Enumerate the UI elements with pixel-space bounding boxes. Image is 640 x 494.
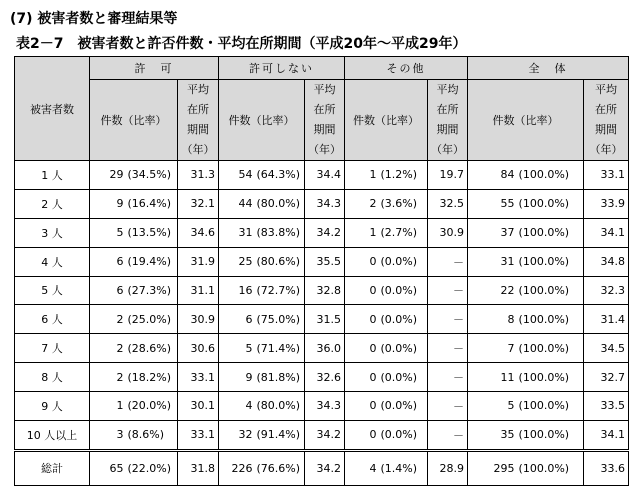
ratio-cell: (100.0%) xyxy=(519,161,584,190)
avg-period-cell: 34.3 xyxy=(305,189,345,218)
count-cell: 31 xyxy=(219,218,257,247)
table-row xyxy=(15,363,629,392)
avg-period-cell: － xyxy=(428,420,468,450)
table-row xyxy=(15,218,629,247)
table-row xyxy=(15,392,629,421)
count-cell: 1 xyxy=(345,218,381,247)
count-ratio-header: 件数（比率） xyxy=(345,80,428,161)
avg-period-cell: 32.5 xyxy=(428,189,468,218)
count-cell: 0 xyxy=(345,276,381,305)
count-cell: 6 xyxy=(90,276,128,305)
avg-period-cell: 33.6 xyxy=(584,450,629,485)
count-cell: 29 xyxy=(90,161,128,190)
ratio-cell: (8.6%) xyxy=(128,420,178,450)
ratio-cell: (71.4%) xyxy=(257,334,305,363)
avg-period-cell: 34.3 xyxy=(305,392,345,421)
ratio-cell: (100.0%) xyxy=(519,450,584,485)
data-table xyxy=(14,56,629,486)
avg-period-cell: 33.1 xyxy=(178,363,219,392)
avg-period-header-line: 在所 xyxy=(313,103,336,116)
avg-period-cell: 34.2 xyxy=(305,450,345,485)
count-cell: 0 xyxy=(345,247,381,276)
row-label: 1 人 xyxy=(15,161,90,190)
avg-period-header xyxy=(305,80,345,161)
ratio-cell: (80.0%) xyxy=(257,392,305,421)
avg-period-cell: 32.3 xyxy=(584,276,629,305)
count-cell: 9 xyxy=(90,189,128,218)
avg-period-cell: 33.5 xyxy=(584,392,629,421)
count-cell: 6 xyxy=(90,247,128,276)
avg-period-cell: 33.9 xyxy=(584,189,629,218)
count-cell: 35 xyxy=(468,420,519,450)
avg-period-cell: 32.7 xyxy=(584,363,629,392)
avg-period-header-line: （年） xyxy=(308,143,342,156)
count-cell: 32 xyxy=(219,420,257,450)
avg-period-cell: 30.1 xyxy=(178,392,219,421)
avg-period-cell: 34.6 xyxy=(178,218,219,247)
total-row xyxy=(15,450,629,485)
count-cell: 5 xyxy=(90,218,128,247)
avg-period-cell: 35.5 xyxy=(305,247,345,276)
avg-period-cell: 30.9 xyxy=(428,218,468,247)
ratio-cell: (100.0%) xyxy=(519,218,584,247)
count-cell: 44 xyxy=(219,189,257,218)
avg-period-header-line: 平均 xyxy=(436,83,459,96)
ratio-cell: (72.7%) xyxy=(257,276,305,305)
avg-period-cell: 19.7 xyxy=(428,161,468,190)
count-cell: 6 xyxy=(219,305,257,334)
count-cell: 226 xyxy=(219,450,257,485)
group-header-other: その他 xyxy=(345,57,468,80)
avg-period-cell: 36.0 xyxy=(305,334,345,363)
avg-period-header-line: （年） xyxy=(431,143,465,156)
avg-period-cell: 31.8 xyxy=(178,450,219,485)
avg-period-cell: 32.8 xyxy=(305,276,345,305)
count-cell: 2 xyxy=(90,305,128,334)
ratio-cell: (0.0%) xyxy=(381,420,428,450)
avg-period-header-line: （年） xyxy=(589,143,623,156)
row-label: 6 人 xyxy=(15,305,90,334)
avg-period-cell: 31.4 xyxy=(584,305,629,334)
group-header-permit: 許 可 xyxy=(90,57,219,80)
avg-period-cell: － xyxy=(428,276,468,305)
count-cell: 9 xyxy=(219,363,257,392)
count-cell: 0 xyxy=(345,420,381,450)
ratio-cell: (91.4%) xyxy=(257,420,305,450)
count-ratio-header: 件数（比率） xyxy=(468,80,584,161)
count-cell: 0 xyxy=(345,363,381,392)
ratio-cell: (25.0%) xyxy=(128,305,178,334)
ratio-cell: (1.4%) xyxy=(381,450,428,485)
count-cell: 2 xyxy=(345,189,381,218)
avg-period-cell: － xyxy=(428,363,468,392)
avg-period-header-line: 期間 xyxy=(313,123,336,136)
ratio-cell: (100.0%) xyxy=(519,392,584,421)
table-row xyxy=(15,247,629,276)
table-row xyxy=(15,305,629,334)
group-header-total: 全 体 xyxy=(468,57,629,80)
avg-period-header xyxy=(428,80,468,161)
table-row xyxy=(15,334,629,363)
table-row xyxy=(15,189,629,218)
row-label: 3 人 xyxy=(15,218,90,247)
ratio-cell: (64.3%) xyxy=(257,161,305,190)
ratio-cell: (22.0%) xyxy=(128,450,178,485)
avg-period-cell: 31.9 xyxy=(178,247,219,276)
count-cell: 4 xyxy=(219,392,257,421)
ratio-cell: (80.6%) xyxy=(257,247,305,276)
count-cell: 31 xyxy=(468,247,519,276)
ratio-cell: (75.0%) xyxy=(257,305,305,334)
avg-period-cell: 34.2 xyxy=(305,420,345,450)
count-cell: 55 xyxy=(468,189,519,218)
ratio-cell: (100.0%) xyxy=(519,420,584,450)
ratio-cell: (18.2%) xyxy=(128,363,178,392)
count-cell: 4 xyxy=(345,450,381,485)
count-cell: 16 xyxy=(219,276,257,305)
count-cell: 1 xyxy=(90,392,128,421)
table-row xyxy=(15,420,629,450)
avg-period-cell: 31.1 xyxy=(178,276,219,305)
row-label: 8 人 xyxy=(15,363,90,392)
row-label: 総計 xyxy=(15,450,90,485)
ratio-cell: (28.6%) xyxy=(128,334,178,363)
count-cell: 1 xyxy=(345,161,381,190)
avg-period-header-line: 期間 xyxy=(436,123,459,136)
ratio-cell: (100.0%) xyxy=(519,334,584,363)
ratio-cell: (0.0%) xyxy=(381,334,428,363)
ratio-cell: (81.8%) xyxy=(257,363,305,392)
ratio-cell: (2.7%) xyxy=(381,218,428,247)
count-cell: 54 xyxy=(219,161,257,190)
avg-period-cell: 30.6 xyxy=(178,334,219,363)
avg-period-cell: 32.1 xyxy=(178,189,219,218)
count-cell: 3 xyxy=(90,420,128,450)
ratio-cell: (0.0%) xyxy=(381,247,428,276)
row-label: 2 人 xyxy=(15,189,90,218)
row-label: 7 人 xyxy=(15,334,90,363)
count-cell: 25 xyxy=(219,247,257,276)
ratio-cell: (19.4%) xyxy=(128,247,178,276)
count-cell: 5 xyxy=(219,334,257,363)
group-header-deny: 許可しない xyxy=(219,57,345,80)
avg-period-cell: － xyxy=(428,305,468,334)
count-cell: 5 xyxy=(468,392,519,421)
ratio-cell: (34.5%) xyxy=(128,161,178,190)
count-ratio-header: 件数（比率） xyxy=(90,80,178,161)
count-cell: 65 xyxy=(90,450,128,485)
avg-period-header-line: 在所 xyxy=(436,103,459,116)
avg-period-cell: 34.8 xyxy=(584,247,629,276)
count-cell: 295 xyxy=(468,450,519,485)
count-cell: 2 xyxy=(90,363,128,392)
avg-period-cell: 31.5 xyxy=(305,305,345,334)
avg-period-cell: － xyxy=(428,392,468,421)
avg-period-header-line: 平均 xyxy=(595,83,618,96)
ratio-cell: (27.3%) xyxy=(128,276,178,305)
ratio-cell: (16.4%) xyxy=(128,189,178,218)
avg-period-header-line: （年） xyxy=(181,143,215,156)
ratio-cell: (76.6%) xyxy=(257,450,305,485)
ratio-cell: (0.0%) xyxy=(381,276,428,305)
row-label: 10 人以上 xyxy=(15,420,90,450)
ratio-cell: (3.6%) xyxy=(381,189,428,218)
avg-period-header-line: 平均 xyxy=(313,83,336,96)
avg-period-header xyxy=(584,80,629,161)
ratio-cell: (100.0%) xyxy=(519,189,584,218)
ratio-cell: (1.2%) xyxy=(381,161,428,190)
row-label: 9 人 xyxy=(15,392,90,421)
ratio-cell: (100.0%) xyxy=(519,363,584,392)
table-row xyxy=(15,161,629,190)
count-cell: 2 xyxy=(90,334,128,363)
row-label-header: 被害者数 xyxy=(15,57,90,161)
avg-period-cell: 31.3 xyxy=(178,161,219,190)
row-label: 4 人 xyxy=(15,247,90,276)
ratio-cell: (100.0%) xyxy=(519,247,584,276)
avg-period-cell: 30.9 xyxy=(178,305,219,334)
avg-period-cell: － xyxy=(428,334,468,363)
count-cell: 0 xyxy=(345,334,381,363)
count-cell: 0 xyxy=(345,392,381,421)
avg-period-cell: 34.5 xyxy=(584,334,629,363)
count-ratio-header: 件数（比率） xyxy=(219,80,305,161)
table-row xyxy=(15,276,629,305)
ratio-cell: (0.0%) xyxy=(381,363,428,392)
ratio-cell: (0.0%) xyxy=(381,305,428,334)
ratio-cell: (83.8%) xyxy=(257,218,305,247)
avg-period-header-line: 平均 xyxy=(187,83,209,96)
avg-period-cell: 28.9 xyxy=(428,450,468,485)
ratio-cell: (100.0%) xyxy=(519,305,584,334)
table-title: 表2－7 被害者数と許否件数・平均在所期間（平成20年～平成29年） xyxy=(16,36,467,52)
ratio-cell: (20.0%) xyxy=(128,392,178,421)
avg-period-header-line: 在所 xyxy=(187,103,209,116)
avg-period-header xyxy=(178,80,219,161)
avg-period-header-line: 期間 xyxy=(595,123,618,136)
avg-period-cell: 33.1 xyxy=(584,161,629,190)
avg-period-cell: 33.1 xyxy=(178,420,219,450)
avg-period-cell: 32.6 xyxy=(305,363,345,392)
avg-period-cell: － xyxy=(428,247,468,276)
ratio-cell: (0.0%) xyxy=(381,392,428,421)
avg-period-header-line: 在所 xyxy=(595,103,618,116)
count-cell: 84 xyxy=(468,161,519,190)
avg-period-header-line: 期間 xyxy=(187,123,209,136)
count-cell: 8 xyxy=(468,305,519,334)
count-cell: 0 xyxy=(345,305,381,334)
count-cell: 7 xyxy=(468,334,519,363)
ratio-cell: (100.0%) xyxy=(519,276,584,305)
section-title: (7) 被害者数と審理結果等 xyxy=(10,11,178,27)
ratio-cell: (80.0%) xyxy=(257,189,305,218)
avg-period-cell: 34.1 xyxy=(584,218,629,247)
count-cell: 22 xyxy=(468,276,519,305)
count-cell: 11 xyxy=(468,363,519,392)
ratio-cell: (13.5%) xyxy=(128,218,178,247)
avg-period-cell: 34.1 xyxy=(584,420,629,450)
avg-period-cell: 34.2 xyxy=(305,218,345,247)
count-cell: 37 xyxy=(468,218,519,247)
row-label: 5 人 xyxy=(15,276,90,305)
avg-period-cell: 34.4 xyxy=(305,161,345,190)
